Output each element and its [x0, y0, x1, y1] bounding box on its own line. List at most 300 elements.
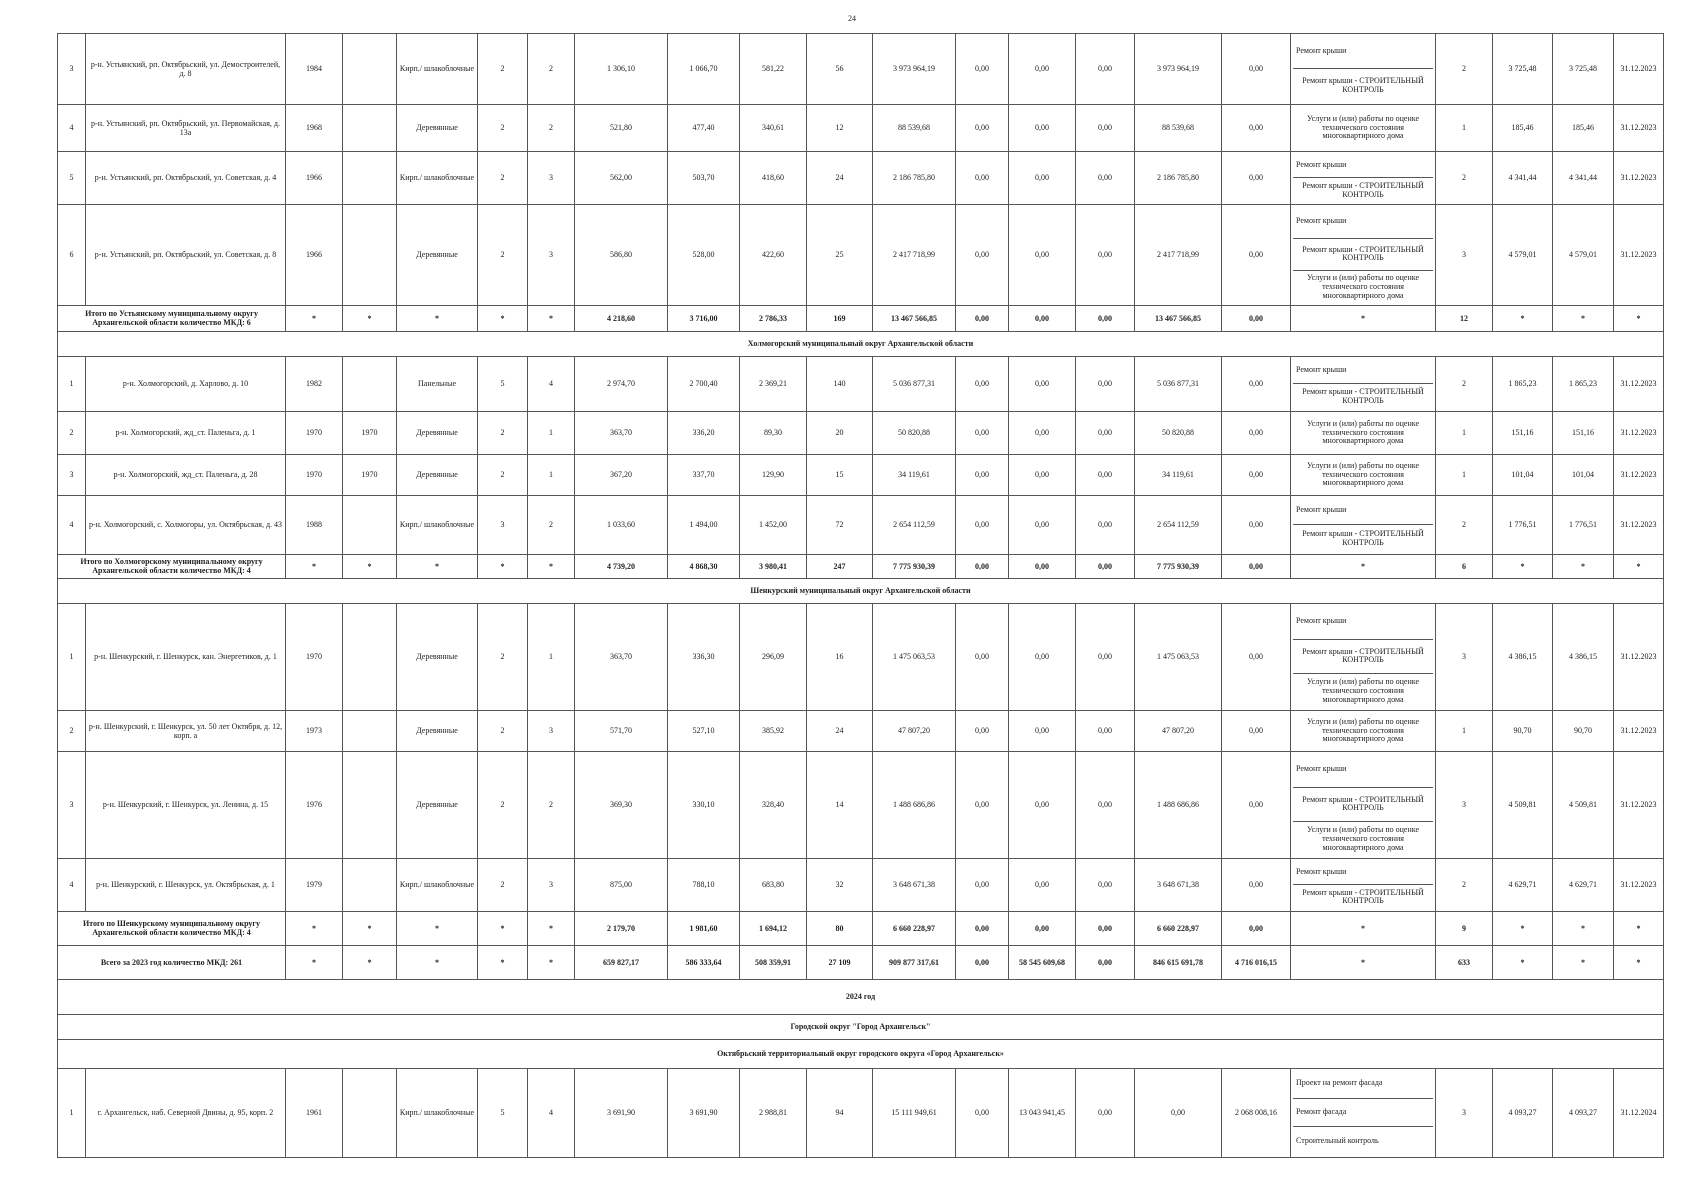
cell-n: 3 [58, 751, 86, 858]
cell-people: 56 [807, 34, 873, 105]
cell-f4: 2 186 785,80 [1135, 152, 1222, 205]
cell-area2: 330,10 [668, 751, 740, 858]
cell-entr: 2 [528, 34, 575, 105]
cell-c1: 4 093,27 [1493, 1068, 1553, 1157]
dash-cell: * [1553, 911, 1614, 945]
cell-cost: 3 973 964,19 [873, 34, 956, 105]
dash-cell: * [1291, 945, 1436, 979]
cell-f4: 5 036 877,31 [1135, 356, 1222, 411]
cell-addr: р-н. Шенкурский, г. Шенкурск, ул. Ленина, д. 15 [86, 751, 286, 858]
cell-year2 [343, 105, 397, 152]
cell-area: 367,20 [575, 454, 668, 495]
cell-walls: Панельные [397, 356, 478, 411]
works-list [1291, 454, 1436, 495]
dash-cell: * [478, 945, 528, 979]
dash-cell: * [286, 911, 343, 945]
cell-year: 1966 [286, 152, 343, 205]
cell-date: 31.12.2023 [1614, 710, 1664, 751]
cell-n: 3 [58, 34, 86, 105]
cell-f5: 0,00 [1222, 858, 1291, 911]
cell-addr: р-н. Устьянский, рп. Октябрьский, ул. Советская, д. 4 [86, 152, 286, 205]
total-people: 80 [807, 911, 873, 945]
cell-area2: 503,70 [668, 152, 740, 205]
cell-wcount: 1 [1436, 105, 1493, 152]
cell-floors: 5 [478, 356, 528, 411]
cell-date: 31.12.2023 [1614, 152, 1664, 205]
work-item: Ремонт фасада [1293, 1099, 1433, 1128]
cell-f3: 0,00 [1076, 411, 1135, 454]
cell-wcount: 1 [1436, 454, 1493, 495]
cell-area3: 296,09 [740, 603, 807, 710]
total-people: 247 [807, 554, 873, 578]
cell-c1: 4 341,44 [1493, 152, 1553, 205]
cell-people: 140 [807, 356, 873, 411]
cell-people: 24 [807, 152, 873, 205]
cell-area2: 337,70 [668, 454, 740, 495]
work-item: Ремонт крыши [1293, 753, 1433, 788]
cell-area: 363,70 [575, 603, 668, 710]
dash-cell: * [1553, 554, 1614, 578]
cell-area3: 340,61 [740, 105, 807, 152]
total-area3: 2 786,33 [740, 305, 807, 331]
cell-cost: 5 036 877,31 [873, 356, 956, 411]
table-row [58, 105, 1664, 152]
work-item: Ремонт крыши [1293, 497, 1433, 525]
cell-c2: 1 865,23 [1553, 356, 1614, 411]
cell-entr: 3 [528, 710, 575, 751]
cell-n: 4 [58, 858, 86, 911]
cell-walls: Деревянные [397, 454, 478, 495]
work-item: Услуги и (или) работы по оценке технического состояния многоквартирного дома [1307, 418, 1419, 446]
cell-c2: 4 386,15 [1553, 603, 1614, 710]
cell-wcount: 3 [1436, 205, 1493, 306]
total-label: Итого по Устьянскому муниципальному округу Архангельской области количество МКД: 6 [58, 305, 286, 331]
work-item: Проект на ремонт фасада [1293, 1070, 1433, 1099]
cell-year2 [343, 34, 397, 105]
works-list [1291, 858, 1436, 911]
cell-f4: 88 539,68 [1135, 105, 1222, 152]
works-list [1291, 411, 1436, 454]
dash-cell: * [397, 911, 478, 945]
cell-f5: 0,00 [1222, 356, 1291, 411]
cell-c1: 1 865,23 [1493, 356, 1553, 411]
cell-f4: 50 820,88 [1135, 411, 1222, 454]
total-area2: 1 981,60 [668, 911, 740, 945]
cell-f1: 0,00 [956, 105, 1009, 152]
cell-walls: Деревянные [397, 751, 478, 858]
cell-year2 [343, 495, 397, 554]
cell-c2: 4 579,01 [1553, 205, 1614, 306]
cell-area: 369,30 [575, 751, 668, 858]
total-area2: 586 333,64 [668, 945, 740, 979]
cell-cost: 1 488 686,86 [873, 751, 956, 858]
cell-f2: 0,00 [1009, 34, 1076, 105]
dash-cell: * [478, 911, 528, 945]
cell-c2: 4 093,27 [1553, 1068, 1614, 1157]
cell-f2: 0,00 [1009, 858, 1076, 911]
cell-floors: 2 [478, 751, 528, 858]
cell-area: 1 306,10 [575, 34, 668, 105]
work-item: Ремонт крыши [1293, 206, 1433, 239]
table-row [58, 858, 1664, 911]
cell-year: 1976 [286, 751, 343, 858]
cell-floors: 3 [478, 495, 528, 554]
total-area2: 3 716,00 [668, 305, 740, 331]
cell-f4: 1 475 063,53 [1135, 603, 1222, 710]
cell-walls: Кирп./ шлакоблочные [397, 495, 478, 554]
total-f2: 0,00 [1009, 305, 1076, 331]
cell-c2: 90,70 [1553, 710, 1614, 751]
total-f4: 7 775 930,39 [1135, 554, 1222, 578]
total-f5: 0,00 [1222, 554, 1291, 578]
cell-wcount: 1 [1436, 411, 1493, 454]
cell-year2: 1970 [343, 454, 397, 495]
total-area: 4 218,60 [575, 305, 668, 331]
cell-floors: 2 [478, 710, 528, 751]
cell-c1: 151,16 [1493, 411, 1553, 454]
cell-n: 2 [58, 710, 86, 751]
total-people: 27 109 [807, 945, 873, 979]
works-list [1291, 152, 1436, 205]
cell-c1: 4 509,81 [1493, 751, 1553, 858]
dash-cell: * [1553, 305, 1614, 331]
cell-entr: 1 [528, 454, 575, 495]
cell-wcount: 3 [1436, 751, 1493, 858]
cell-floors: 2 [478, 454, 528, 495]
works-list [1291, 710, 1436, 751]
cell-f5: 0,00 [1222, 34, 1291, 105]
cell-f3: 0,00 [1076, 356, 1135, 411]
cell-people: 72 [807, 495, 873, 554]
cell-walls: Деревянные [397, 105, 478, 152]
works-list [1291, 751, 1436, 858]
table-row [58, 34, 1664, 105]
total-f4: 846 615 691,78 [1135, 945, 1222, 979]
dash-cell: * [1614, 305, 1664, 331]
cell-c1: 4 386,15 [1493, 603, 1553, 710]
cell-c2: 1 776,51 [1553, 495, 1614, 554]
dash-cell: * [286, 554, 343, 578]
cell-f1: 0,00 [956, 751, 1009, 858]
cell-area: 586,80 [575, 205, 668, 306]
section-header-row [58, 979, 1664, 1014]
work-item: Ремонт крыши - СТРОИТЕЛЬНЫЙ КОНТРОЛЬ [1293, 640, 1433, 675]
cell-date: 31.12.2023 [1614, 205, 1664, 306]
cell-f1: 0,00 [956, 858, 1009, 911]
cell-cost: 47 807,20 [873, 710, 956, 751]
total-label: Итого по Шенкурскому муниципальному округу Архангельской области количество МКД: 4 [58, 911, 286, 945]
cell-cost: 15 111 949,61 [873, 1068, 956, 1157]
work-item: Ремонт крыши [1293, 605, 1433, 640]
cell-area3: 422,60 [740, 205, 807, 306]
cell-f3: 0,00 [1076, 205, 1135, 306]
cell-entr: 3 [528, 205, 575, 306]
cell-entr: 1 [528, 603, 575, 710]
cell-year: 1961 [286, 1068, 343, 1157]
cell-area3: 1 452,00 [740, 495, 807, 554]
cell-f4: 47 807,20 [1135, 710, 1222, 751]
table-row [58, 411, 1664, 454]
section-header-row [58, 1039, 1664, 1068]
cell-f2: 0,00 [1009, 751, 1076, 858]
total-cost: 909 877 317,61 [873, 945, 956, 979]
dash-cell: * [397, 945, 478, 979]
cell-f4: 2 417 718,99 [1135, 205, 1222, 306]
table-row [58, 710, 1664, 751]
table-row [58, 205, 1664, 306]
works-list [1291, 105, 1436, 152]
cell-addr: р-н. Устьянский, рп. Октябрьский, ул. Демостроителей, д. 8 [86, 34, 286, 105]
total-row [58, 554, 1664, 578]
total-f3: 0,00 [1076, 945, 1135, 979]
work-item: Услуги и (или) работы по оценке технического состояния многоквартирного дома [1307, 273, 1419, 301]
works-list [1291, 495, 1436, 554]
cell-date: 31.12.2023 [1614, 411, 1664, 454]
work-item: Ремонт крыши - СТРОИТЕЛЬНЫЙ КОНТРОЛЬ [1293, 239, 1433, 272]
section-title: Октябрьский территориальный округ городского округа «Город Архангельск» [58, 1039, 1664, 1068]
cell-f2: 0,00 [1009, 710, 1076, 751]
cell-addr: р-н. Устьянский, рп. Октябрьский, ул. Советская, д. 8 [86, 205, 286, 306]
cell-f2: 0,00 [1009, 454, 1076, 495]
total-f2: 58 545 609,68 [1009, 945, 1076, 979]
total-area: 2 179,70 [575, 911, 668, 945]
works-list [1291, 603, 1436, 710]
works-list [1291, 34, 1436, 105]
dash-cell: * [478, 305, 528, 331]
dash-cell: * [286, 305, 343, 331]
cell-f1: 0,00 [956, 356, 1009, 411]
cell-n: 3 [58, 454, 86, 495]
cell-date: 31.12.2023 [1614, 34, 1664, 105]
cell-area2: 527,10 [668, 710, 740, 751]
dash-cell: * [1614, 945, 1664, 979]
cell-area: 562,00 [575, 152, 668, 205]
cell-n: 4 [58, 495, 86, 554]
cell-f2: 0,00 [1009, 356, 1076, 411]
cell-entr: 4 [528, 1068, 575, 1157]
cell-f3: 0,00 [1076, 495, 1135, 554]
cell-wcount: 2 [1436, 356, 1493, 411]
total-area3: 3 980,41 [740, 554, 807, 578]
cell-entr: 3 [528, 858, 575, 911]
total-f3: 0,00 [1076, 554, 1135, 578]
dash-cell: * [528, 945, 575, 979]
cell-f2: 0,00 [1009, 603, 1076, 710]
cell-n: 6 [58, 205, 86, 306]
works-list [1291, 205, 1436, 306]
cell-area2: 528,00 [668, 205, 740, 306]
total-label: Всего за 2023 год количество МКД: 261 [58, 945, 286, 979]
cell-area2: 477,40 [668, 105, 740, 152]
cell-wcount: 2 [1436, 495, 1493, 554]
cell-floors: 2 [478, 152, 528, 205]
work-item: Ремонт крыши [1293, 153, 1433, 178]
work-item: Ремонт крыши [1293, 860, 1433, 885]
cell-people: 32 [807, 858, 873, 911]
dash-cell: * [528, 554, 575, 578]
section-header-row [58, 331, 1664, 356]
cell-cost: 2 654 112,59 [873, 495, 956, 554]
cell-f5: 0,00 [1222, 603, 1291, 710]
cell-f3: 0,00 [1076, 858, 1135, 911]
dash-cell: * [343, 554, 397, 578]
total-f5: 0,00 [1222, 305, 1291, 331]
dash-cell: * [528, 911, 575, 945]
cell-year: 1988 [286, 495, 343, 554]
cell-area3: 385,92 [740, 710, 807, 751]
dash-cell: * [286, 945, 343, 979]
total-f2: 0,00 [1009, 911, 1076, 945]
cell-year2 [343, 205, 397, 306]
cell-year: 1984 [286, 34, 343, 105]
cell-area: 571,70 [575, 710, 668, 751]
cell-f3: 0,00 [1076, 710, 1135, 751]
table-row [58, 356, 1664, 411]
cell-entr: 4 [528, 356, 575, 411]
cell-c1: 101,04 [1493, 454, 1553, 495]
cell-wcount: 1 [1436, 710, 1493, 751]
cell-area3: 89,30 [740, 411, 807, 454]
cell-c2: 151,16 [1553, 411, 1614, 454]
cell-addr: р-н. Шенкурский, г. Шенкурск, ул. Октябрьская, д. 1 [86, 858, 286, 911]
total-row [58, 305, 1664, 331]
cell-f4: 1 488 686,86 [1135, 751, 1222, 858]
cell-year: 1968 [286, 105, 343, 152]
cell-wcount: 3 [1436, 603, 1493, 710]
cell-addr: р-н. Шенкурский, г. Шенкурск, ул. 50 лет Октября, д. 12, корп. а [86, 710, 286, 751]
cell-walls: Кирп./ шлакоблочные [397, 34, 478, 105]
cell-cost: 88 539,68 [873, 105, 956, 152]
cell-f2: 0,00 [1009, 152, 1076, 205]
total-wcount: 633 [1436, 945, 1493, 979]
cell-date: 31.12.2023 [1614, 356, 1664, 411]
cell-area3: 2 988,81 [740, 1068, 807, 1157]
cell-n: 1 [58, 603, 86, 710]
cell-area2: 3 691,90 [668, 1068, 740, 1157]
cell-cost: 2 417 718,99 [873, 205, 956, 306]
cell-c2: 185,46 [1553, 105, 1614, 152]
dash-cell: * [1291, 305, 1436, 331]
cell-f5: 0,00 [1222, 454, 1291, 495]
cell-people: 20 [807, 411, 873, 454]
table-row [58, 751, 1664, 858]
work-item: Ремонт крыши - СТРОИТЕЛЬНЫЙ КОНТРОЛЬ [1293, 788, 1433, 823]
work-item: Услуги и (или) работы по оценке технического состояния многоквартирного дома [1307, 460, 1419, 488]
cell-f4: 3 648 671,38 [1135, 858, 1222, 911]
cell-area3: 2 369,21 [740, 356, 807, 411]
cell-f4: 3 973 964,19 [1135, 34, 1222, 105]
dash-cell: * [343, 305, 397, 331]
dash-cell: * [1291, 554, 1436, 578]
cell-year: 1966 [286, 205, 343, 306]
cell-f2: 0,00 [1009, 411, 1076, 454]
total-f1: 0,00 [956, 554, 1009, 578]
work-item: Услуги и (или) работы по оценке технического состояния многоквартирного дома [1307, 825, 1419, 852]
section-title: Холмогорский муниципальный округ Архангельской области [58, 331, 1664, 356]
work-item: Ремонт крыши - СТРОИТЕЛЬНЫЙ КОНТРОЛЬ [1302, 387, 1424, 405]
page-number: 24 [848, 14, 856, 23]
dash-cell: * [343, 911, 397, 945]
cell-area: 875,00 [575, 858, 668, 911]
work-item: Ремонт крыши - СТРОИТЕЛЬНЫЙ КОНТРОЛЬ [1302, 529, 1424, 547]
dash-cell: * [343, 945, 397, 979]
cell-year: 1982 [286, 356, 343, 411]
cell-f3: 0,00 [1076, 454, 1135, 495]
cell-entr: 2 [528, 105, 575, 152]
cell-area2: 1 494,00 [668, 495, 740, 554]
cell-people: 12 [807, 105, 873, 152]
cell-year2 [343, 751, 397, 858]
cell-entr: 2 [528, 751, 575, 858]
work-item: Строительный контроль [1296, 1136, 1379, 1146]
total-f5: 0,00 [1222, 911, 1291, 945]
cell-people: 15 [807, 454, 873, 495]
cell-area3: 129,90 [740, 454, 807, 495]
section-title: Городской округ "Город Архангельск" [58, 1014, 1664, 1039]
work-item: Ремонт крыши [1293, 35, 1433, 69]
total-f4: 6 660 228,97 [1135, 911, 1222, 945]
cell-c2: 101,04 [1553, 454, 1614, 495]
cell-floors: 2 [478, 858, 528, 911]
work-item: Услуги и (или) работы по оценке технического состояния многоквартирного дома [1307, 113, 1419, 141]
cell-c2: 3 725,48 [1553, 34, 1614, 105]
cell-walls: Деревянные [397, 603, 478, 710]
capital-repair-table [57, 33, 1664, 1158]
cell-f3: 0,00 [1076, 1068, 1135, 1157]
cell-f4: 0,00 [1135, 1068, 1222, 1157]
cell-area3: 328,40 [740, 751, 807, 858]
total-area: 4 739,20 [575, 554, 668, 578]
cell-year: 1979 [286, 858, 343, 911]
cell-cost: 50 820,88 [873, 411, 956, 454]
cell-n: 5 [58, 152, 86, 205]
cell-floors: 2 [478, 105, 528, 152]
cell-walls: Деревянные [397, 411, 478, 454]
cell-addr: р-н. Холмогорский, с. Холмогоры, ул. Октябрьская, д. 43 [86, 495, 286, 554]
cell-area: 3 691,90 [575, 1068, 668, 1157]
total-cost: 7 775 930,39 [873, 554, 956, 578]
cell-f1: 0,00 [956, 205, 1009, 306]
total-area2: 4 868,30 [668, 554, 740, 578]
cell-area2: 2 700,40 [668, 356, 740, 411]
cell-date: 31.12.2023 [1614, 454, 1664, 495]
cell-c2: 4 509,81 [1553, 751, 1614, 858]
cell-date: 31.12.2024 [1614, 1068, 1664, 1157]
cell-area2: 336,30 [668, 603, 740, 710]
section-title: Шенкурский муниципальный округ Архангельской области [58, 578, 1664, 603]
total-area3: 508 359,91 [740, 945, 807, 979]
cell-area2: 336,20 [668, 411, 740, 454]
cell-n: 4 [58, 105, 86, 152]
total-row [58, 945, 1664, 979]
cell-f1: 0,00 [956, 710, 1009, 751]
total-row [58, 911, 1664, 945]
cell-walls: Кирп./ шлакоблочные [397, 1068, 478, 1157]
cell-c2: 4 629,71 [1553, 858, 1614, 911]
cell-wcount: 2 [1436, 34, 1493, 105]
work-item: Услуги и (или) работы по оценке технического состояния многоквартирного дома [1307, 716, 1419, 744]
total-f5: 4 716 016,15 [1222, 945, 1291, 979]
cell-c1: 90,70 [1493, 710, 1553, 751]
cell-cost: 34 119,61 [873, 454, 956, 495]
cell-walls: Деревянные [397, 205, 478, 306]
cell-addr: р-н. Холмогорский, жд_ст. Паленьга, д. 28 [86, 454, 286, 495]
cell-f3: 0,00 [1076, 105, 1135, 152]
cell-cost: 1 475 063,53 [873, 603, 956, 710]
cell-area2: 1 066,70 [668, 34, 740, 105]
cell-addr: р-н. Устьянский, рп. Октябрьский, ул. Первомайская, д. 13а [86, 105, 286, 152]
cell-f5: 2 068 008,16 [1222, 1068, 1291, 1157]
